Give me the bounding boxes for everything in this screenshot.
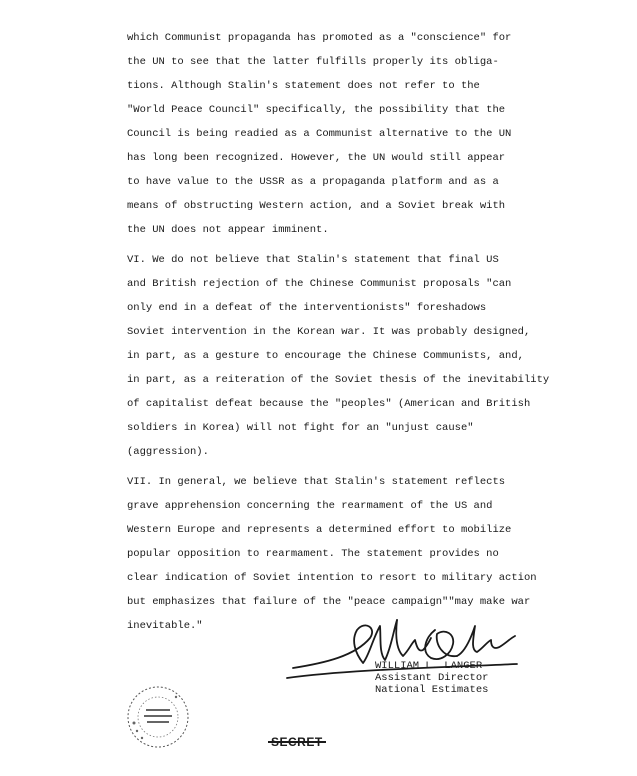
strikethrough-line bbox=[268, 741, 326, 743]
text-line: grave apprehension concerning the rearmament of the US and bbox=[127, 500, 493, 512]
text-line: the UN to see that the latter fulfills properly its obliga- bbox=[127, 56, 499, 68]
paragraph-continuation bbox=[127, 26, 527, 242]
text-line: only end in a defeat of the interventionists" foreshadows bbox=[127, 302, 487, 314]
text-line: "World Peace Council" specifically, the possibility that the bbox=[127, 104, 506, 116]
declassification-seal-icon bbox=[124, 683, 192, 751]
text-line: popular opposition to rearmament. The statement provides no bbox=[127, 548, 499, 560]
signature-block bbox=[375, 660, 488, 696]
paragraph-vi bbox=[127, 248, 550, 464]
text-line: Western Europe and represents a determined effort to mobilize bbox=[127, 524, 512, 536]
text-line: has long been recognized. However, the UN would still appear bbox=[127, 152, 506, 164]
text-line: in part, as a gesture to encourage the Chinese Communists, and, bbox=[127, 350, 524, 362]
classification-marking bbox=[271, 735, 323, 749]
text-line: Soviet intervention in the Korean war. It was probably designed, bbox=[127, 326, 531, 338]
text-line: VI. We do not believe that Stalin's statement that final US bbox=[127, 254, 499, 266]
text-line: means of obstructing Western action, and a Soviet break with bbox=[127, 200, 506, 212]
text-line: VII. In general, we believe that Stalin's statement reflects bbox=[127, 476, 506, 488]
text-line: tions. Although Stalin's statement does not refer to the bbox=[127, 80, 480, 92]
signer-title: Assistant Director bbox=[375, 672, 489, 684]
text-line: inevitable." bbox=[127, 620, 203, 632]
text-line: the UN does not appear imminent. bbox=[127, 224, 329, 236]
text-line: but emphasizes that failure of the "peace campaign""may make war bbox=[127, 596, 531, 608]
text-line: which Communist propaganda has promoted as a "conscience" for bbox=[127, 32, 512, 44]
text-line: in part, as a reiteration of the Soviet thesis of the inevitability bbox=[127, 374, 550, 386]
text-line: soldiers in Korea) will not fight for an "unjust cause" bbox=[127, 422, 474, 434]
text-line: to have value to the USSR as a propaganda platform and as a bbox=[127, 176, 499, 188]
text-line: (aggression). bbox=[127, 446, 209, 458]
signer-office: National Estimates bbox=[375, 684, 489, 696]
text-line: clear indication of Soviet intention to resort to military action bbox=[127, 572, 537, 584]
text-line: of capitalist defeat because the "peoples" (American and British bbox=[127, 398, 531, 410]
text-line: and British rejection of the Chinese Communist proposals "can bbox=[127, 278, 512, 290]
text-line: Council is being readied as a Communist alternative to the UN bbox=[127, 128, 512, 140]
signer-name: WILLIAM L. LANGER bbox=[375, 660, 483, 672]
